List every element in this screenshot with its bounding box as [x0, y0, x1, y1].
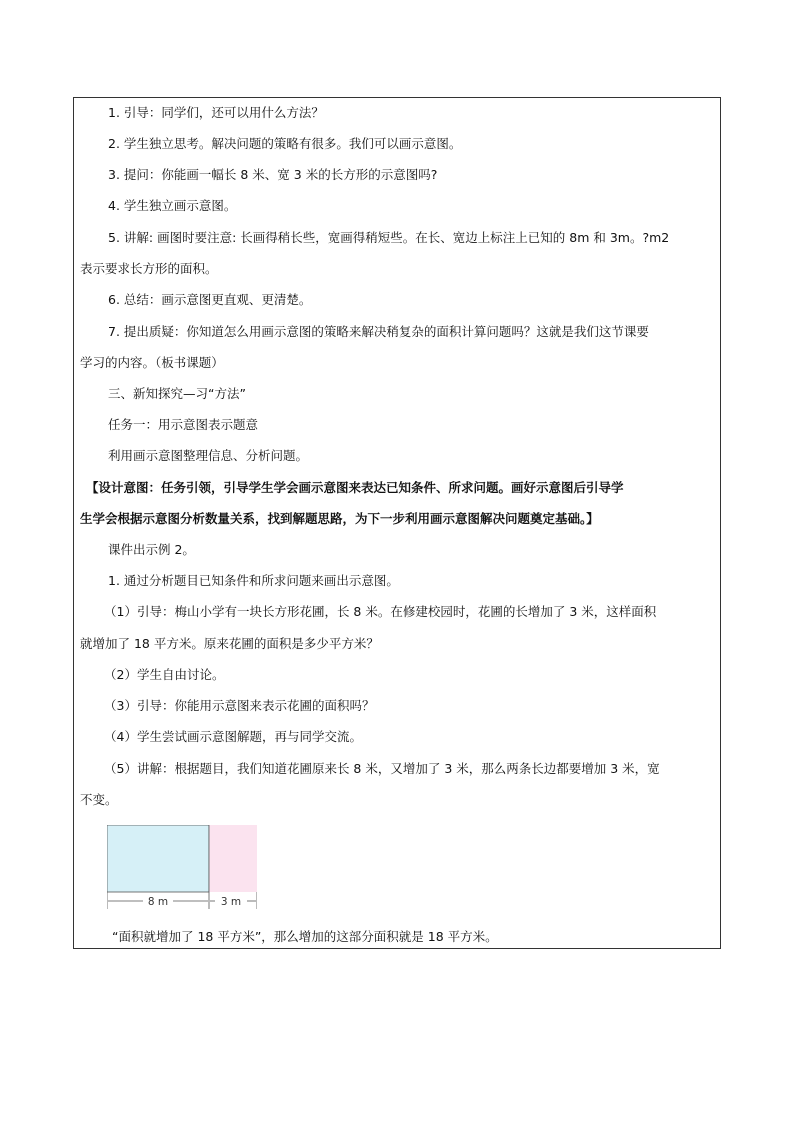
text-line: 6. 总结：画示意图更直观、更清楚。 [108, 292, 312, 307]
text-line: （1）引导：梅山小学有一块长方形花圃，长 8 米。在修建校园时，花圃的长增加了 3 米，这样面积 [104, 604, 657, 619]
text-line: 5. 讲解: 画图时要注意: 长画得稍长些，宽画得稍短些。在长、宽边上标注上已知的 8m 和 3m。?m2 [108, 230, 670, 245]
text-line: 1. 引导：同学们，还可以用什么方法？ [108, 105, 324, 120]
text-line: （5）讲解：根据题目，我们知道花圃原来长 8 米，又增加了 3 米，那么两条长边都要增加 3 米，宽 [104, 761, 660, 776]
text-line: （4）学生尝试画示意图解题，再与同学交流。 [104, 729, 362, 744]
text-line: 7. 提出质疑：你知道怎么用画示意图的策略来解决稍复杂的面积计算问题吗？这就是我们这节课要 [108, 324, 649, 339]
text-line: 不变。 [80, 792, 118, 807]
text-line: 3. 提问：你能画一幅长 8 米、宽 3 米的长方形的示意图吗? [108, 167, 438, 182]
added-area [209, 825, 257, 892]
text-line: 学习的内容。（板书课题） [80, 355, 224, 370]
length-label-8m: 8 m [147, 896, 169, 908]
task-heading: 任务一：用示意图表示题意 [108, 417, 259, 432]
text-line: 2. 学生独立思考。解决问题的策略有很多。我们可以画示意图。 [108, 136, 462, 151]
rectangle-diagram [107, 825, 257, 911]
original-area [107, 825, 209, 892]
text-line: 就增加了 18 平方米。原来花圃的面积是多少平方米？ [80, 636, 379, 651]
text-line: 利用画示意图整理信息、分析问题。 [108, 448, 309, 463]
design-intent: 生学会根据示意图分析数量关系，找到解题思路，为下一步利用画示意图解决问题奠定基础。】 [80, 511, 599, 526]
design-intent: 【设计意图：任务引领，引导学生学会画示意图来表达已知条件、所求问题。画好示意图后引导学 [86, 480, 624, 495]
length-label-3m: 3 m [220, 896, 242, 908]
text-line: “面积就增加了 18 平方米”，那么增加的这部分面积就是 18 平方米。 [112, 929, 498, 944]
text-line: （2）学生自由讨论。 [104, 667, 225, 682]
text-line: 课件出示例 2。 [108, 542, 195, 557]
section-heading: 三、新知探究—习“方法” [108, 386, 246, 401]
text-line: 表示要求长方形的面积。 [80, 261, 218, 276]
text-line: 4. 学生独立画示意图。 [108, 198, 237, 213]
text-line: （3）引导：你能用示意图来表示花圃的面积吗？ [104, 698, 375, 713]
text-line: 1. 通过分析题目已知条件和所求问题来画出示意图。 [108, 573, 399, 588]
